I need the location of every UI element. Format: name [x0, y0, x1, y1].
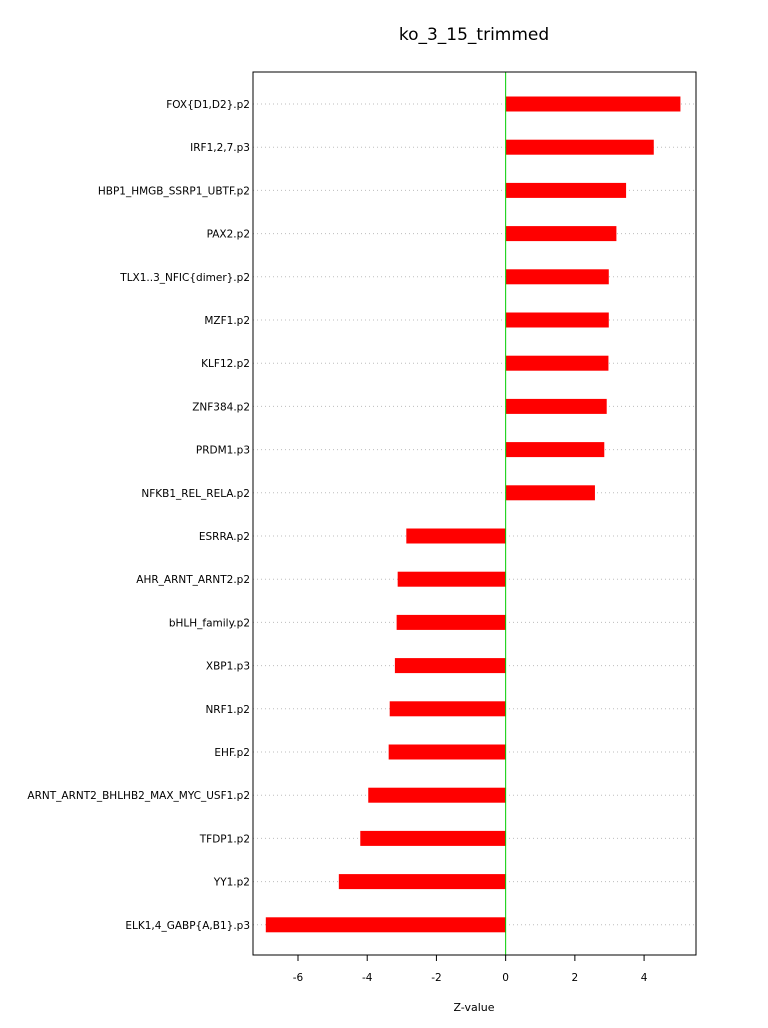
- bar: [506, 183, 626, 198]
- category-label: EHF.p2: [214, 747, 250, 759]
- category-label: AHR_ARNT_ARNT2.p2: [136, 574, 250, 587]
- x-tick-label: -4: [361, 972, 373, 984]
- bar: [506, 399, 607, 414]
- x-axis: [293, 955, 648, 984]
- category-label: HBP1_HMGB_SSRP1_UBTF.p2: [97, 185, 250, 198]
- bar: [395, 658, 506, 673]
- category-label: PRDM1.p3: [195, 444, 250, 457]
- x-tick-label: 2: [571, 972, 579, 984]
- category-label: ARNT_ARNT2_BHLHB2_MAX_MYC_USF1.p2: [27, 790, 250, 803]
- x-tick-label: -6: [292, 972, 304, 984]
- x-axis-label: Z-value: [453, 1001, 495, 1014]
- bar: [360, 831, 505, 846]
- bar: [506, 269, 609, 284]
- bar: [506, 442, 605, 457]
- category-label: PAX2.p2: [206, 228, 250, 241]
- x-tick-label: -2: [431, 972, 442, 984]
- category-label: ESRRA.p2: [198, 531, 250, 543]
- x-tick-label: 4: [640, 972, 648, 984]
- category-label: XBP1.p3: [205, 660, 250, 673]
- chart-title: ko_3_15_trimmed: [398, 25, 550, 45]
- category-label: FOX{D1,D2}.p2: [166, 99, 250, 111]
- bar: [398, 572, 506, 587]
- category-label: MZF1.p2: [204, 315, 250, 327]
- category-label: YY1.p2: [213, 876, 250, 889]
- category-label: ELK1,4_GABP{A,B1}.p3: [125, 919, 250, 932]
- category-label: TLX1..3_NFIC{dimer}.p2: [120, 271, 250, 284]
- category-label: KLF12.p2: [201, 358, 250, 371]
- bar: [389, 745, 506, 760]
- category-label: IRF1,2,7.p3: [190, 142, 250, 155]
- category-label: bHLH_family.p2: [168, 617, 250, 630]
- bar: [368, 788, 505, 803]
- bars-group: [266, 97, 681, 933]
- bar: [339, 874, 506, 889]
- bar: [266, 917, 506, 932]
- bar: [506, 313, 609, 328]
- category-label: ZNF384.p2: [192, 401, 250, 414]
- bar: [506, 97, 681, 112]
- bar: [397, 615, 506, 630]
- x-tick-label: 0: [502, 972, 509, 984]
- bar: [506, 485, 595, 500]
- bar: [506, 140, 654, 155]
- category-label: TFDP1.p2: [199, 833, 250, 846]
- bar: [506, 356, 609, 371]
- category-labels: [27, 99, 250, 932]
- plot-frame: [253, 72, 696, 955]
- category-label: NRF1.p2: [205, 703, 250, 716]
- bar: [406, 529, 505, 544]
- bar: [506, 226, 617, 241]
- category-label: NFKB1_REL_RELA.p2: [141, 487, 250, 500]
- bar: [390, 701, 506, 716]
